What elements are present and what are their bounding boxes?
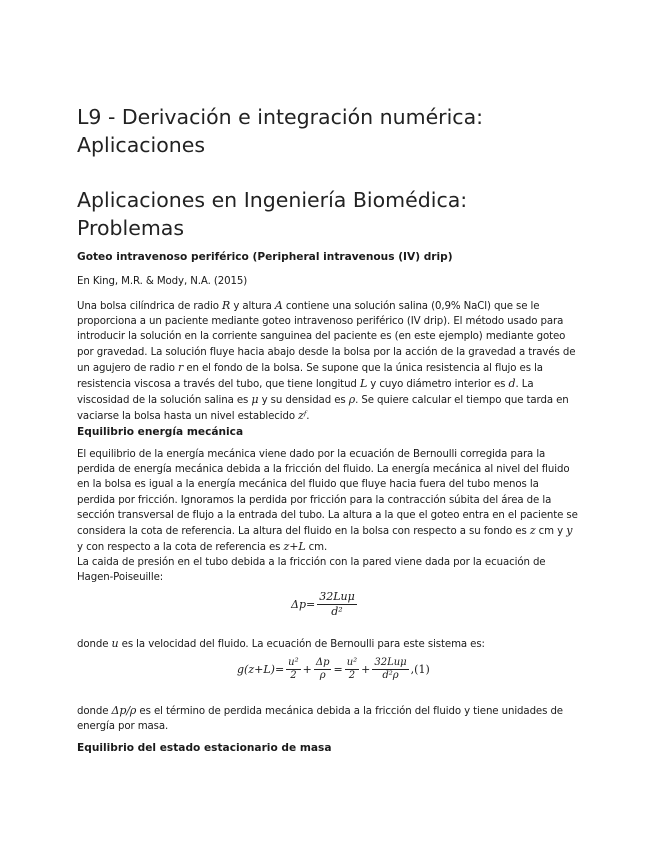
reference-text: En King, M.R. & Mody, N.A. (2015) — [77, 276, 248, 287]
problem-description: Una bolsa cilíndrica de radio R y altura A contiene una solución salina (0,9% NaCl) que se le proporciona a un paciente mediante goteo intravenoso periférico (IV drip). El método usado para introducir la solución en la corriente sanguinea del paciente es (en este ejemplo) mediante goteo por gravedad. La solución fluye hacia abajo desde la bolsa por la acción de la gravedad a través de un agujero de radio r en el fondo de la bolsa. Se supone que la única resistencia al flujo es la resistencia viscosa a través del tubo, que tiene longitud L y cuyo diámetro interior es d. La viscosidad de la solución salina es μ y su densidad es ρ. Se quiere calcular el tiempo que tarda en vaciarse la bolsa hasta un nivel establecido zᶠ. — [77, 299, 576, 423]
hagen-poiseuille-intro: La caida de presión en el tubo debida a la fricción con la pared viene dada por la ecuación de Hagen-Poiseuille: — [77, 557, 546, 584]
page-subtitle: Aplicaciones en Ingeniería Biomédica: Problemas — [77, 188, 468, 240]
equation-bernoulli: g(z+L)= $\frac{\text{u²}}{2}$ + $\frac{\Delta p}{\rho}$ = $\frac{\text{u²}}{2}$ + $\frac{\text{32Luμ}}{\text{d²ρ}}$ ,(1) — [237, 657, 430, 681]
section-heading-mass-balance: Equilibrio del estado estacionario de masa — [77, 742, 332, 754]
velocity-definition: donde u es la velocidad del fluido. La ecuación de Bernoulli para este sistema es: — [77, 637, 485, 650]
energy-balance-paragraph: El equilibrio de la energía mecánica viene dado por la ecuación de Bernoulli corregida para la perdida de energía mecánica debida a la fricción del fluido. La energía mecánica al nivel del fluido en la bolsa es igual a la energía mecánica del fluido que fluye hacia fuera del tubo menos la perdida por fricción. Ignoramos la perdida por fricción para la contracción súbita del área de la sección transversal de flujo a la entrada del tubo. La altura a la que el goteo entra en el paciente se considera la cota de referencia. La altura del fluido en la bolsa con respecto a su fondo es z cm y y y con respecto a la cota de referencia es z+L cm. — [77, 449, 578, 554]
section-heading-iv-drip: Goteo intravenoso periférico (Peripheral intravenous (IV) drip) — [77, 251, 453, 263]
page-title: L9 - Derivación e integración numérica: Aplicaciones — [77, 105, 484, 157]
friction-term-definition: donde Δp/ρ es el término de perdida mecánica debida a la fricción del fluido y tiene unidades de energía por masa. — [77, 704, 563, 733]
equation-hagen-poiseuille: Δp= $\frac{\text{32Luμ}}{\text{d²}}$ — [291, 590, 355, 618]
section-heading-energy: Equilibrio energía mecánica — [77, 426, 244, 438]
